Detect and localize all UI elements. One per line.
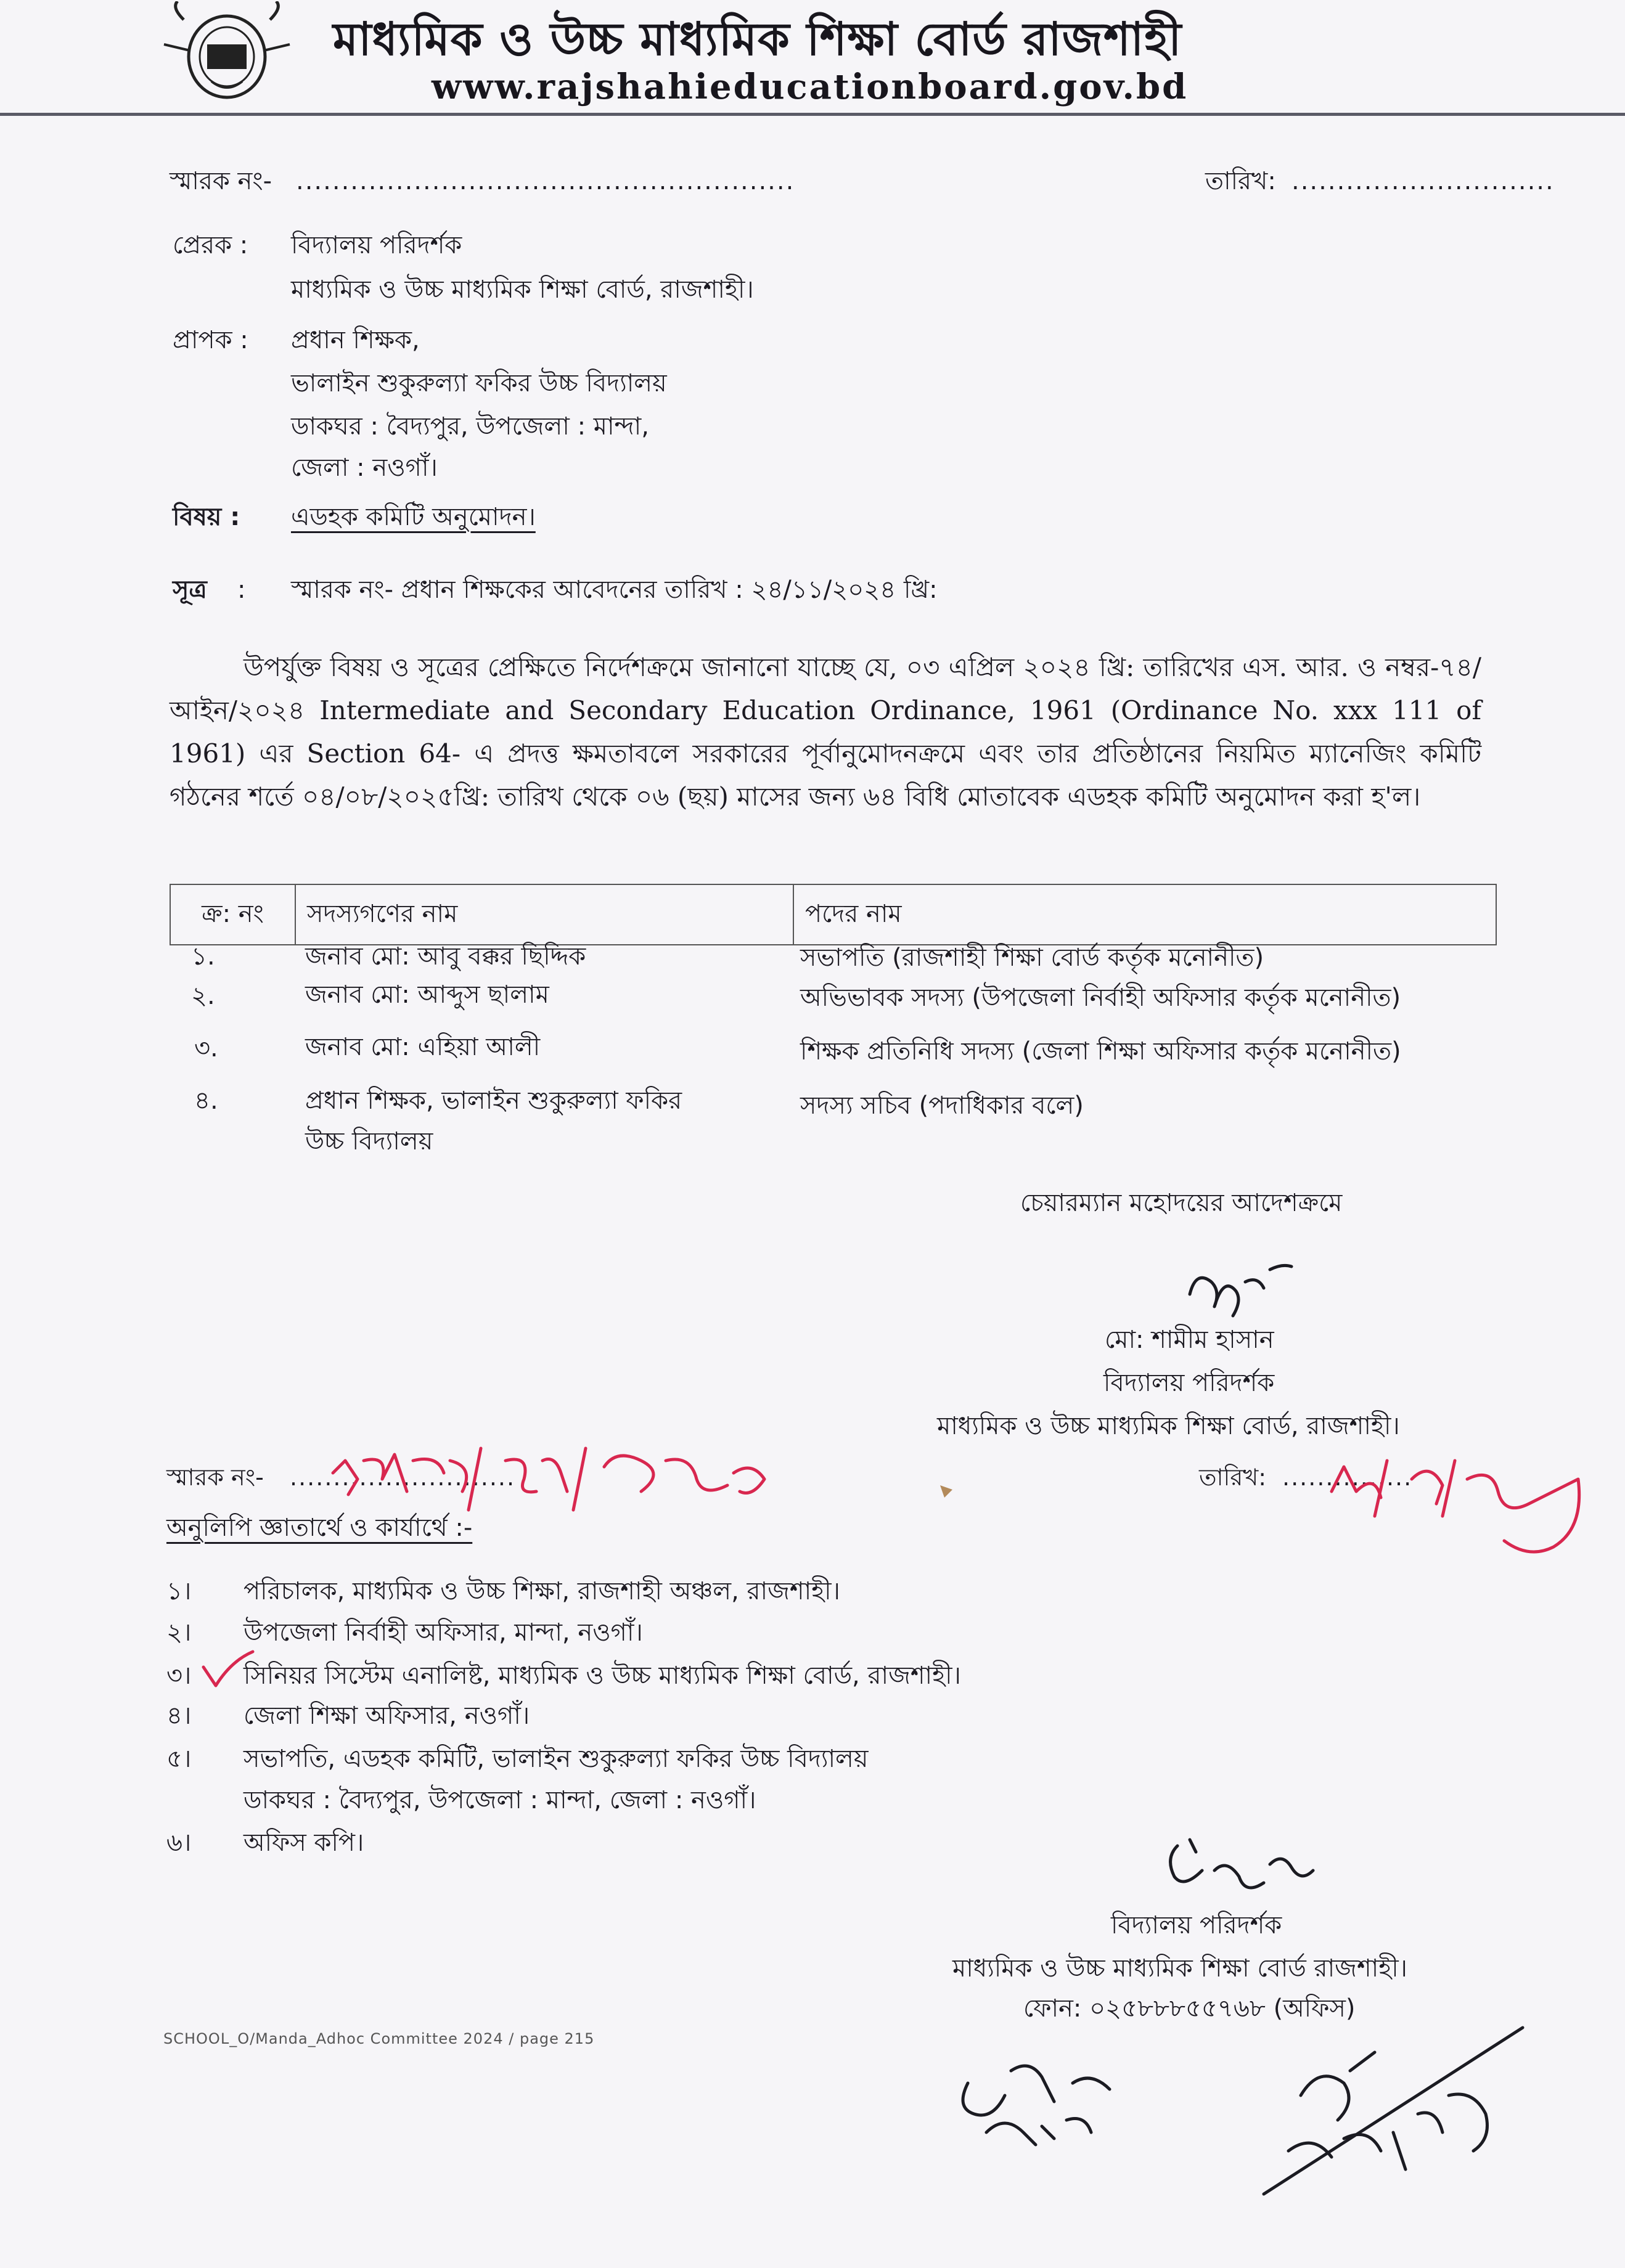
member-1-name: জনাব মো: আবু বক্কর ছিদ্দিক bbox=[305, 942, 586, 971]
header-divider bbox=[0, 113, 1625, 116]
copy-1-no: ১। bbox=[166, 1577, 192, 1605]
date-bottom-label: তারিখ: bbox=[1199, 1464, 1267, 1491]
copy-2-text: উপজেলা নির্বাহী অফিসার, মান্দা, নওগাঁ। bbox=[244, 1618, 643, 1647]
copy-2-no: ২। bbox=[166, 1618, 192, 1647]
signatory-1-org: মাধ্যমিক ও উচ্চ মাধ্যমিক শিক্ষা বোর্ড, রাজশাহী। bbox=[937, 1412, 1400, 1440]
signatory-1-name: মো: শামীম হাসান bbox=[1105, 1326, 1274, 1354]
sender-line-1: বিদ্যালয় পরিদর্শক bbox=[291, 231, 462, 259]
memo-number-blank: ....................................................... bbox=[296, 167, 795, 195]
memo-bottom-label: স্মারক নং- bbox=[166, 1464, 264, 1491]
member-2-post: অভিভাবক সদস্য (উপজেলা নির্বাহী অফিসার কর্তৃক মনোনীত) bbox=[800, 984, 1401, 1012]
member-3-name: জনাব মো: এহিয়া আলী bbox=[305, 1033, 541, 1061]
reference-text: স্মারক নং- প্রধান শিক্ষকের আবেদনের তারিখ : ২৪/১১/২০২৪ খ্রি: bbox=[291, 576, 938, 604]
signature-2 bbox=[1159, 1834, 1319, 1914]
member-3-post: শিক্ষক প্রতিনিধি সদস্য (জেলা শিক্ষা অফিসার কর্তৃক মনোনীত) bbox=[800, 1037, 1401, 1066]
board-title: মাধ্যমিক ও উচ্চ মাধ্যমিক শিক্ষা বোর্ড রাজশাহী bbox=[333, 13, 1182, 66]
copy-5-text-line-2: ডাকঘর : বৈদ্যপুর, উপজেলা : মান্দা, জেলা : নওগাঁ। bbox=[244, 1786, 756, 1814]
memo-label: স্মারক নং- bbox=[170, 167, 272, 195]
body-paragraph bbox=[170, 646, 1481, 818]
col-post-header: পদের নাম bbox=[793, 884, 1496, 945]
reference-label: সূত্র bbox=[173, 576, 207, 604]
date-label: তারিখ: bbox=[1205, 167, 1276, 195]
order-line: চেয়ারম্যান মহোদয়ের আদেশক্রমে bbox=[1020, 1189, 1343, 1217]
board-website: www.rajshahieducationboard.gov.bd bbox=[432, 67, 1189, 107]
copy-6-text: অফিস কপি। bbox=[244, 1829, 364, 1857]
member-4-name: প্রধান শিক্ষক, ভালাইন শুকুরুল্যা ফকির bbox=[305, 1087, 682, 1115]
stain-mark bbox=[937, 1482, 956, 1501]
col-serial-header: ক্র: নং bbox=[170, 884, 295, 945]
member-4-no: ৪. bbox=[194, 1087, 218, 1115]
copy-4-text: জেলা শিক্ষা অফিসার, নওগাঁ। bbox=[244, 1702, 530, 1730]
signatory-1-title: বিদ্যালয় পরিদর্শক bbox=[1103, 1369, 1275, 1397]
member-2-no: ২. bbox=[191, 982, 215, 1010]
signatory-2-title: বিদ্যালয় পরিদর্শক bbox=[1111, 1911, 1282, 1940]
subject-label: বিষয় : bbox=[173, 503, 240, 531]
recipient-line-4: জেলা : নওগাঁ। bbox=[291, 454, 438, 482]
copy-3-no: ৩। bbox=[166, 1662, 192, 1690]
copy-3-text: সিনিয়র সিস্টেম এনালিষ্ট, মাধ্যমিক ও উচ্চ মাধ্যমিক শিক্ষা বোর্ড, রাজশাহী। bbox=[244, 1662, 961, 1690]
member-1-post: সভাপতি (রাজশাহী শিক্ষা বোর্ড কর্তৃক মনোনীত) bbox=[800, 944, 1264, 972]
body-paragraph-text: উপর্যুক্ত বিষয় ও সূত্রের প্রেক্ষিতে নির্দেশক্রমে জানানো যাচ্ছে যে, ০৩ এপ্রিল ২০২৪ খ্রি: তারিখের এস. আর. ও নম্বর-৭৪/আইন/২০২৪ Intermediate and Secondary Education Ordinance, 1961 (Ordinance No. xxx 111 of 1961) এর Section 64- এ প্রদত্ত ক্ষমতাবলে সরকারের পূর্বানুমোদনক্রমে এবং তার প্রতিষ্ঠানের নিয়মিত ম্যানেজিং কমিটি গঠনের শর্তে ০৪/০৮/২০২৫খ্রি: তারিখ থেকে ০৬ (ছয়) মাসের জন্য ৬৪ বিধি মোতাবেক এডহক কমিটি অনুমোদন করা হ'ল। bbox=[170, 652, 1481, 812]
footer-file-code: SCHOOL_O/Manda_Adhoc Committee 2024 / page 215 bbox=[163, 2030, 595, 2047]
handwritten-initial-right bbox=[1251, 2015, 1535, 2200]
signatory-2-org: মাধ্যমিক ও উচ্চ মাধ্যমিক শিক্ষা বোর্ড রাজশাহী। bbox=[952, 1954, 1407, 1983]
member-4-post: সদস্য সচিব (পদাধিকার বলে) bbox=[800, 1091, 1084, 1120]
recipient-label: প্রাপক : bbox=[173, 326, 248, 354]
member-1-no: ১. bbox=[191, 942, 215, 971]
recipient-line-3: ডাকঘর : বৈদ্যপুর, উপজেলা : মান্দা, bbox=[291, 412, 649, 441]
recipient-line-2: ভালাইন শুকুরুল্যা ফকির উচ্চ বিদ্যালয় bbox=[291, 369, 667, 398]
reference-colon: : bbox=[237, 576, 246, 604]
copy-1-text: পরিচালক, মাধ্যমিক ও উচ্চ শিক্ষা, রাজশাহী অঞ্চল, রাজশাহী। bbox=[244, 1577, 840, 1605]
signature-1 bbox=[1177, 1257, 1301, 1325]
handwritten-initial-left bbox=[949, 2046, 1159, 2157]
member-2-name: জনাব মো: আব্দুস ছালাম bbox=[305, 981, 549, 1009]
members-table bbox=[170, 884, 1497, 945]
copy-5-no: ৫। bbox=[166, 1745, 192, 1773]
recipient-line-1: প্রধান শিক্ষক, bbox=[291, 326, 420, 354]
copies-heading: অনুলিপি জ্ঞাতার্থে ও কার্যার্থে :- bbox=[166, 1514, 473, 1542]
subject-text: এডহক কমিটি অনুমোদন। bbox=[291, 503, 536, 531]
memo-bottom-dots: .......................... bbox=[290, 1464, 516, 1491]
signatory-2-phone: ফোন: ০২৫৮৮৮৫৫৭৬৮ (অফিস) bbox=[1023, 1994, 1356, 2023]
copy-6-no: ৬। bbox=[166, 1829, 192, 1857]
member-3-no: ৩. bbox=[194, 1034, 218, 1063]
copy-5-text: সভাপতি, এডহক কমিটি, ভালাইন শুকুরুল্যা ফকির উচ্চ বিদ্যালয় bbox=[244, 1745, 869, 1773]
copy-4-no: ৪। bbox=[166, 1702, 192, 1730]
board-seal-logo bbox=[159, 1, 295, 105]
sender-line-2: মাধ্যমিক ও উচ্চ মাধ্যমিক শিক্ষা বোর্ড, রাজশাহী। bbox=[291, 275, 754, 304]
member-4-name-line-2: উচ্চ বিদ্যালয় bbox=[305, 1127, 433, 1156]
col-name-header: সদস্যগণের নাম bbox=[295, 884, 793, 945]
members-table-header-row bbox=[170, 884, 1496, 945]
date-blank: ............................. bbox=[1291, 167, 1555, 195]
handwritten-date bbox=[1319, 1442, 1590, 1572]
date-bottom-dots: ............... bbox=[1282, 1464, 1413, 1491]
sender-label: প্রেরক : bbox=[173, 231, 248, 259]
